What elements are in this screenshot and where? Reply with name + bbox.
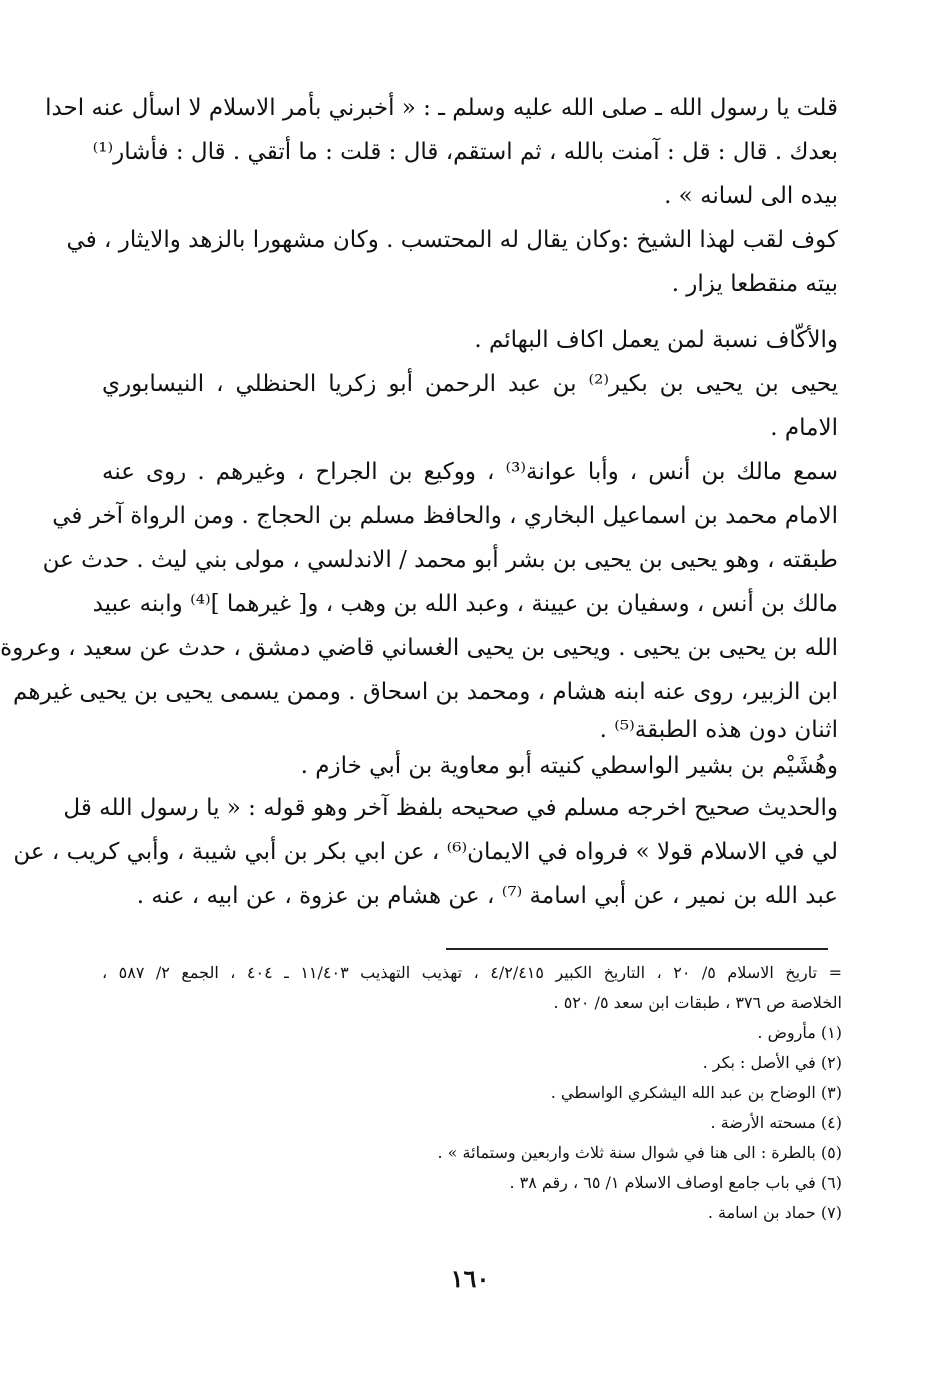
footnote-line: (٧) حماد بن اسامة .	[707, 1203, 842, 1222]
text-line: الامام محمد بن اسماعيل البخاري ، والحافظ مسلم بن الحجاج . ومن الرواة آخر في	[52, 503, 838, 529]
footnote-line: الخلاصة ص ٣٧٦ ، طبقات ابن سعد ٥/ ٥٢٠ .	[553, 993, 842, 1012]
footnote-line: (٤) مسحته الأرضة .	[710, 1113, 842, 1132]
footnote-line: (٣) الوضاح بن عبد الله اليشكري الواسطي .	[550, 1083, 842, 1102]
page-number: ١٦٠	[450, 1264, 490, 1293]
text-line: اثنان دون هذه الطبقة⁽⁵⁾ .	[599, 717, 838, 743]
text-line: قلت يا رسول الله ـ صلى الله عليه وسلم ـ : « أخبرني بأمر الاسلام لا اسأل عنه احدا	[45, 95, 838, 121]
text-line: مالك بن أنس ، وسفيان بن عيينة ، وعبد الله بن وهب ، و[ غيرهما ]⁽⁴⁾ وابنه عبيد	[92, 591, 838, 617]
footnotes	[102, 958, 842, 1228]
text-line: لي في الاسلام قولا » فرواه في الايمان⁽⁶⁾ ، عن ابي بكر بن أبي شيبة ، وأبي كريب ، عن	[13, 839, 838, 865]
text-line: والأكّاف نسبة لمن يعمل اكاف البهائم .	[474, 327, 838, 353]
text-line: الله بن يحيى بن يحيى . ويحيى بن يحيى الغساني قاضي دمشق ، حدث عن سعيد ، وعروة	[0, 635, 838, 661]
text-line: والحديث صحيح اخرجه مسلم في صحيحه بلفظ آخر وهو قوله : « يا رسول الله قل	[63, 795, 838, 821]
text-line: عبد الله بن نمير ، عن أبي اسامة ⁽⁷⁾ ، عن هشام بن عزوة ، عن ابيه ، عنه .	[136, 883, 838, 909]
footnote-line: = تاريخ الاسلام ٥/ ٢٠ ، التاريخ الكبير ٤/٢/٤١٥ ، تهذيب التهذيب ١١/٤٠٣ ـ ٤٠٤ ، الجمع ٢/ ٥٨٧ ،	[102, 963, 842, 982]
text-line: طبقته ، وهو يحيى بن يحيى بن بشر أبو محمد / الاندلسي ، مولى بني ليث . حدث عن	[42, 547, 838, 573]
footnote-line: (٢) في الأصل : بكر .	[702, 1053, 842, 1072]
text-line: بعدك . قال : قل : آمنت بالله ، ثم استقم، قال : قلت : ما أتقي . قال : فأشار⁽¹⁾	[92, 139, 838, 165]
text-line: سمع مالك بن أنس ، وأبا عوانة⁽³⁾ ، ووكيع بن الجراح ، وغيرهم . روى عنه	[102, 459, 838, 485]
text-line: بيته منقطعا يزار .	[671, 271, 838, 297]
text-line: يحيى بن يحيى بن بكير⁽²⁾ بن عبد الرحمن أبو زكريا الحنظلي ، النيسابوري	[102, 371, 838, 397]
footnote-divider	[446, 948, 828, 950]
footnote-line: (٥) بالطرة : الى هنا في شوال سنة ثلاث واربعين وستمائة » .	[437, 1143, 842, 1162]
text-line: الامام .	[770, 415, 838, 441]
footnote-line: (٦) في باب جامع اوصاف الاسلام ١/ ٦٥ ، رقم ٣٨ .	[509, 1173, 842, 1192]
main-text	[0, 86, 838, 918]
text-line: ابن الزبير، روى عنه ابنه هشام ، ومحمد بن اسحاق . وممن يسمى يحيى بن يحيى غيرهم	[13, 679, 838, 705]
text-line: بيده الى لسانه » .	[664, 183, 838, 209]
text-line: وهُشَيْم بن بشير الواسطي كنيته أبو معاوية بن أبي خازم .	[300, 753, 838, 779]
footnote-line: (١) مأروض .	[757, 1023, 842, 1042]
text-line: كوف لقب لهذا الشيخ :وكان يقال له المحتسب . وكان مشهورا بالزهد والايثار ، في	[66, 227, 838, 253]
